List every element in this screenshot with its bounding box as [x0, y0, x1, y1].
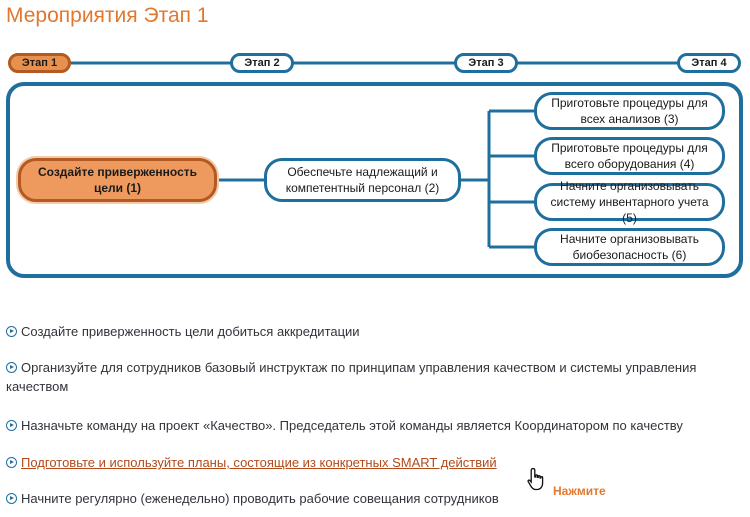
page-title: Мероприятия Этап 1 — [6, 4, 209, 27]
list-item — [6, 416, 746, 435]
smart-plans-link[interactable]: Подготовьте и используйте планы, состоящие из конкретных SMART действий — [21, 455, 497, 470]
diagram-node-middle: Обеспечьте надлежащий и компетентный персонал (2) — [264, 158, 461, 202]
play-bullet-icon — [6, 362, 17, 373]
diagram-node-leaf-6: Начните организовывать биобезопасность (6) — [534, 228, 725, 266]
list-item — [6, 358, 746, 396]
diagram-node-leaf-4: Приготовьте процедуры для всего оборудования (4) — [534, 137, 725, 175]
stage-tab-3[interactable]: Этап 3 — [454, 53, 518, 73]
list-item — [6, 322, 746, 341]
list-item — [6, 489, 746, 508]
stage-tab-4[interactable]: Этап 4 — [677, 53, 741, 73]
stage-tab-1[interactable]: Этап 1 — [8, 53, 71, 73]
stage-tab-2[interactable]: Этап 2 — [230, 53, 294, 73]
hand-pointer-icon — [526, 467, 546, 491]
list-item-text: Создайте приверженность цели добиться аккредитации — [21, 324, 360, 339]
diagram-node-leaf-3: Приготовьте процедуры для всех анализов (3) — [534, 92, 725, 130]
play-bullet-icon — [6, 493, 17, 504]
list-item[interactable] — [6, 453, 746, 472]
diagram-node-leaf-5: Начните организовывать систему инвентарного учета (5) — [534, 183, 725, 221]
list-item-text: Назначьте команду на проект «Качество». Председатель этой команды является Координатором по качеству — [21, 418, 683, 433]
play-bullet-icon — [6, 420, 17, 431]
play-bullet-icon — [6, 457, 17, 468]
list-item-text: Организуйте для сотрудников базовый инструктаж по принципам управления качеством и системы управления качеством — [6, 360, 697, 394]
diagram-node-root: Создайте приверженность цели (1) — [18, 158, 217, 202]
play-bullet-icon — [6, 326, 17, 337]
click-hint-label: Нажмите — [553, 484, 606, 498]
list-item-text: Начните регулярно (еженедельно) проводить рабочие совещания сотрудников — [21, 491, 499, 506]
